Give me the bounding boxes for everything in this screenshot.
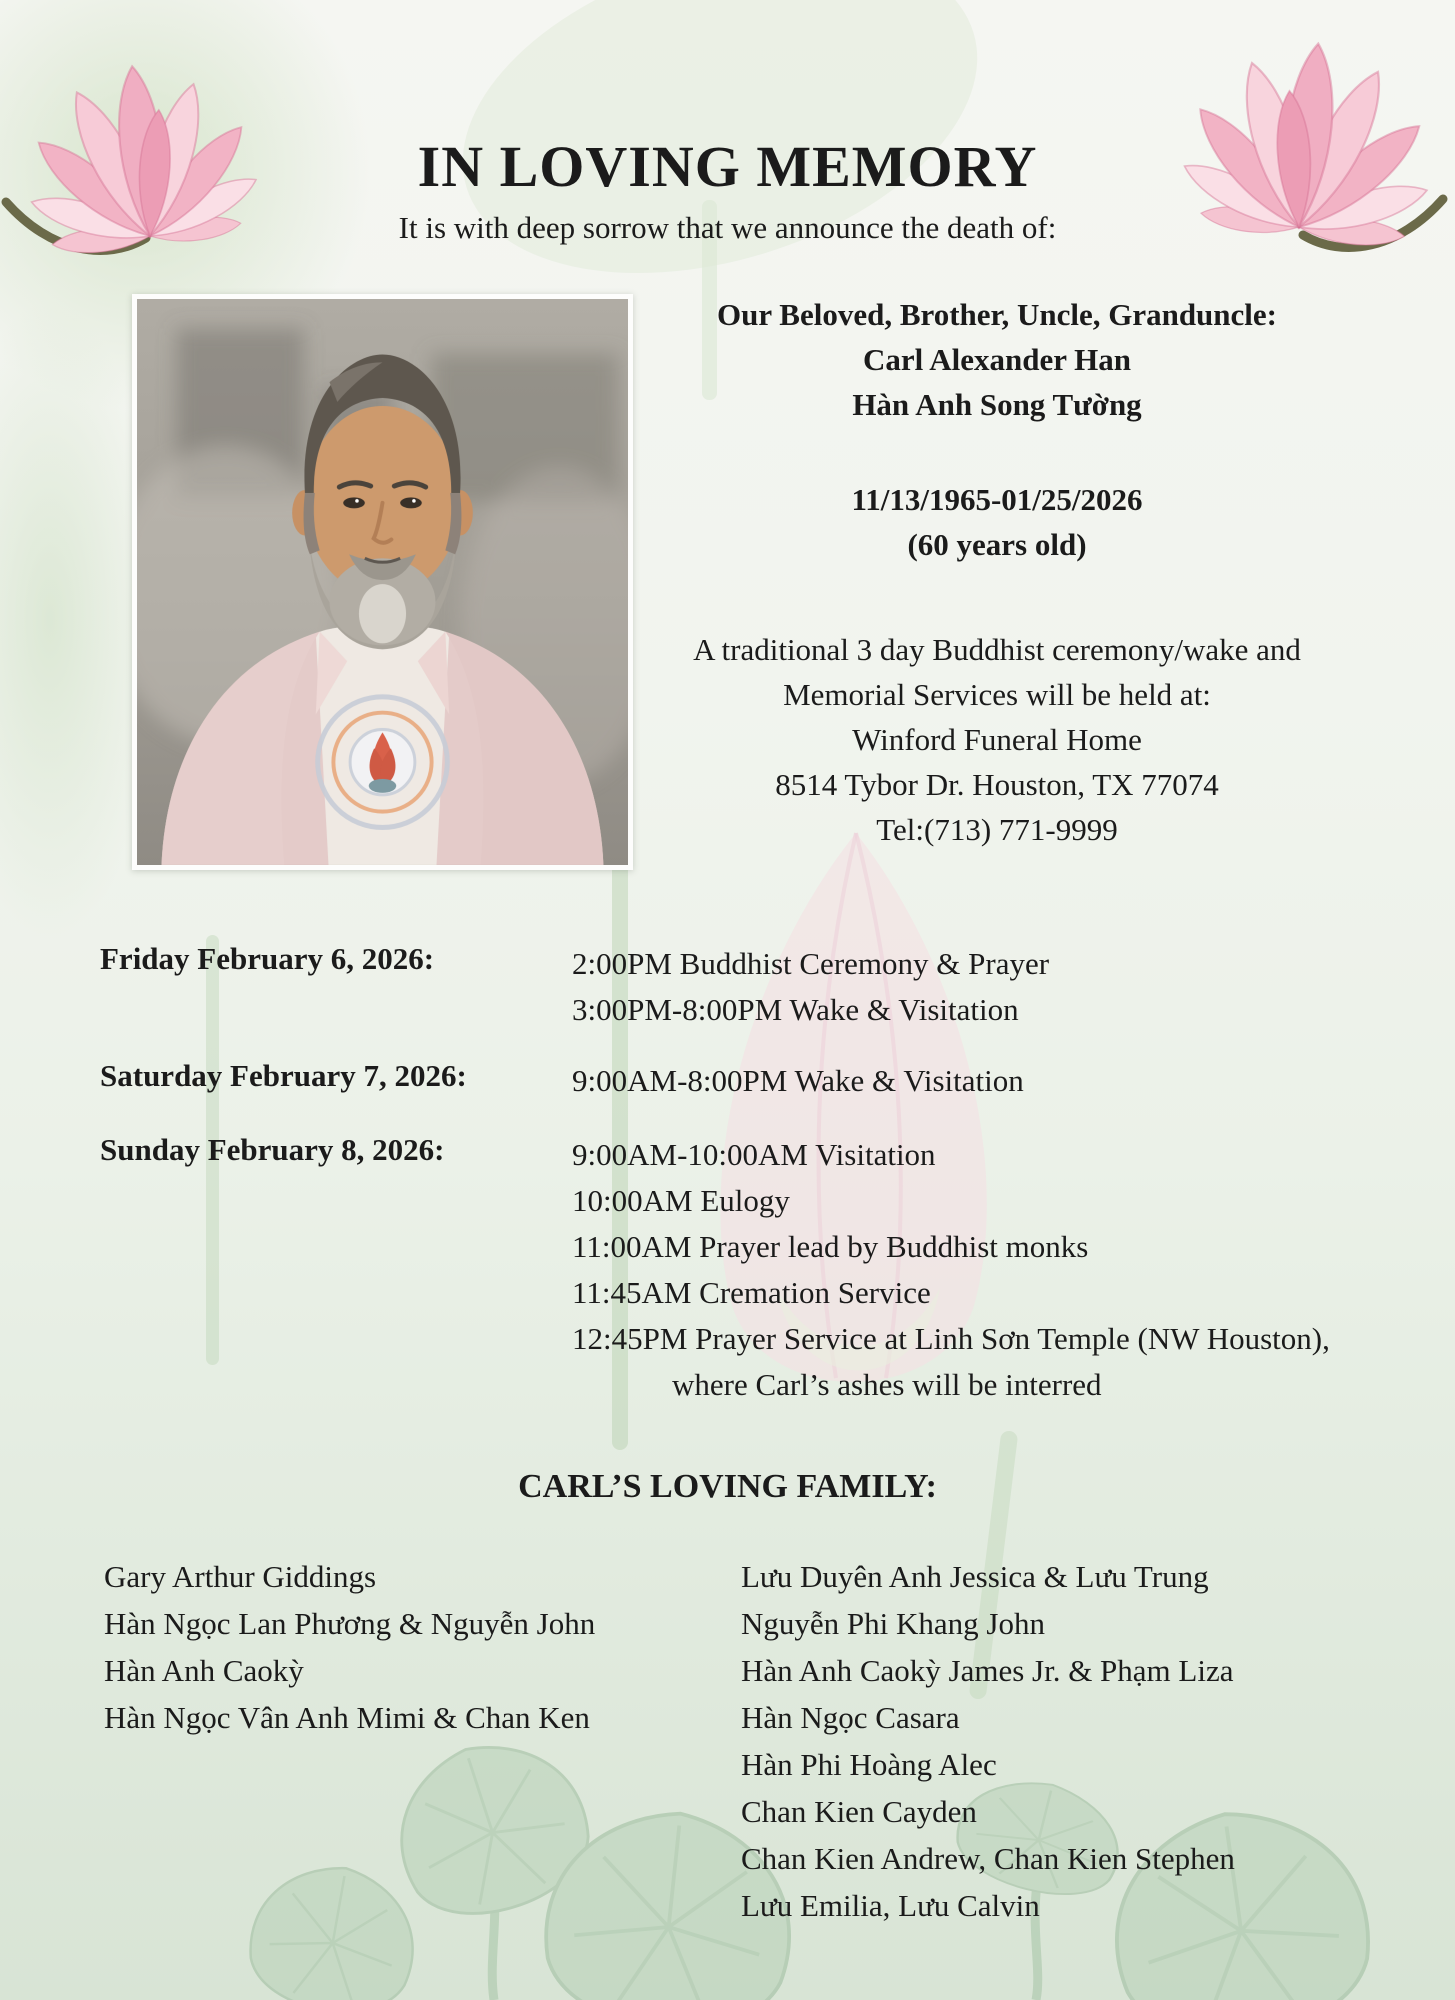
schedule-item: 9:00AM-10:00AM Visitation	[572, 1137, 936, 1172]
venue-line: Memorial Services will be held at:	[783, 677, 1211, 712]
schedule-item: 2:00PM Buddhist Ceremony & Prayer	[572, 946, 1050, 981]
family-list-right	[741, 1553, 1235, 1929]
family-heading: CARL’S LOVING FAMILY:	[518, 1468, 937, 1505]
family-member: Hàn Ngọc Lan Phương & Nguyễn John	[104, 1606, 596, 1641]
family-member: Hàn Anh Caokỳ	[104, 1653, 304, 1688]
schedule-item: 3:00PM-8:00PM Wake & Visitation	[572, 992, 1019, 1027]
name-vietnamese: Hàn Anh Song Tường	[852, 387, 1142, 422]
schedule-item: 10:00AM Eulogy	[572, 1183, 790, 1218]
family-member: Hàn Ngọc Casara	[741, 1700, 960, 1735]
schedule-item: 11:45AM Cremation Service	[572, 1275, 931, 1310]
life-dates: 11/13/1965-01/25/2026	[851, 482, 1143, 517]
life-dates-block	[652, 477, 1342, 567]
page-title: IN LOVING MEMORY	[417, 134, 1038, 199]
venue-block	[652, 627, 1342, 852]
schedule-item-continuation: where Carl’s ashes will be interred	[672, 1367, 1102, 1402]
family-member: Lưu Emilia, Lưu Calvin	[741, 1888, 1040, 1923]
family-member: Chan Kien Cayden	[741, 1794, 977, 1829]
family-list-left	[104, 1553, 595, 1741]
schedule-date: Friday February 6, 2026:	[100, 941, 435, 976]
venue-line: A traditional 3 day Buddhist ceremony/wake and	[693, 632, 1301, 667]
family-member: Hàn Phi Hoàng Alec	[741, 1747, 997, 1782]
schedule-item: 9:00AM-8:00PM Wake & Visitation	[572, 1063, 1024, 1098]
announcement-header	[652, 292, 1342, 427]
page-subtitle: It is with deep sorrow that we announce the death of:	[398, 210, 1057, 245]
schedule-item: 11:00AM Prayer lead by Buddhist monks	[572, 1229, 1089, 1264]
family-member: Hàn Ngọc Vân Anh Mimi & Chan Ken	[104, 1700, 590, 1735]
family-member: Hàn Anh Caokỳ James Jr. & Phạm Liza	[741, 1653, 1234, 1688]
venue-line: Winford Funeral Home	[852, 722, 1142, 757]
family-member: Lưu Duyên Anh Jessica & Lưu Trung	[741, 1559, 1209, 1594]
lotus-leaves-illustration	[0, 1715, 1455, 2000]
venue-line: 8514 Tybor Dr. Houston, TX 77074	[775, 767, 1219, 802]
schedule-date: Saturday February 7, 2026:	[100, 1058, 467, 1093]
schedule-date: Sunday February 8, 2026:	[100, 1132, 445, 1167]
venue-line: Tel:(713) 771-9999	[876, 812, 1118, 847]
name-english: Carl Alexander Han	[862, 342, 1132, 377]
portrait-photo	[132, 294, 633, 870]
family-member: Chan Kien Andrew, Chan Kien Stephen	[741, 1841, 1235, 1876]
age-line: (60 years old)	[907, 527, 1087, 562]
relation-line: Our Beloved, Brother, Uncle, Granduncle:	[716, 297, 1277, 332]
family-member: Gary Arthur Giddings	[104, 1559, 377, 1594]
family-member: Nguyễn Phi Khang John	[741, 1606, 1045, 1641]
schedule-item: 12:45PM Prayer Service at Linh Sơn Temple (NW Houston),	[572, 1321, 1330, 1356]
